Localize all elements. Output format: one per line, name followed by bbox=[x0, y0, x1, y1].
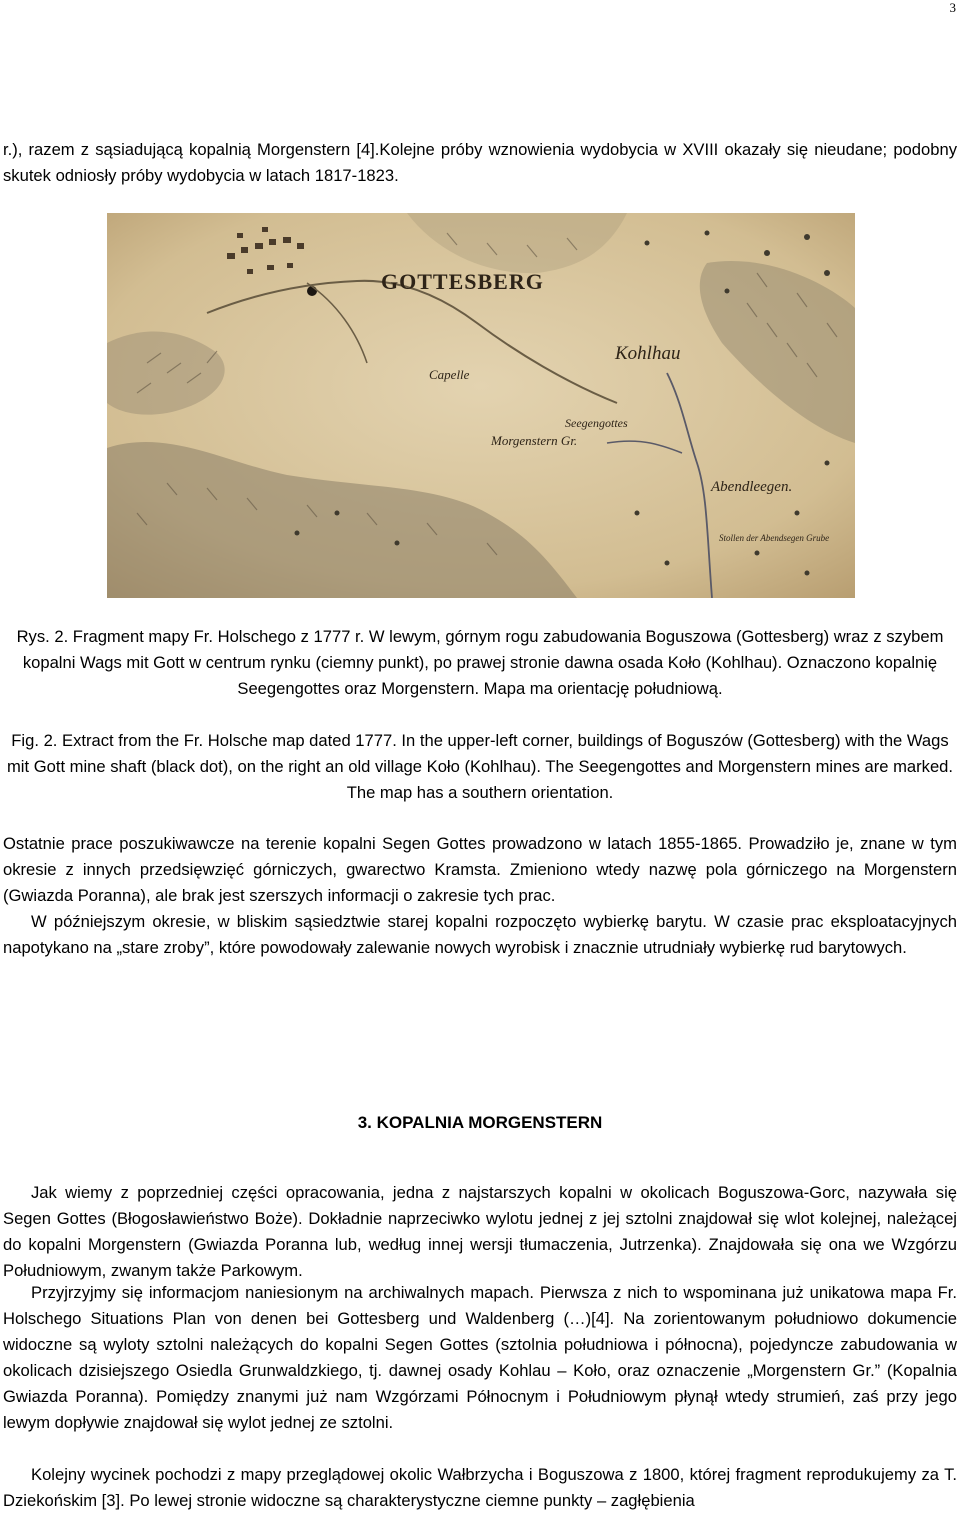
figure-caption-english: Fig. 2. Extract from the Fr. Holsche map dated 1777. In the upper-left corner, buildings of Boguszów (Gottesberg) with the Wags mit Gott mine shaft (black dot), on the right an old village Koło (Kohlhau). The Seegengottes and Morgenstern mines are marked. The map has a southern orientation. bbox=[6, 731, 954, 802]
map-label-abendleegen: Abendleegen. bbox=[711, 479, 793, 495]
paragraph-kramsta: Ostatnie prace poszukiwawcze na terenie kopalni Segen Gottes prowadzono w latach 1855-1865. Prowadziło je, znane w tym okresie z innych przedsięwzięć górniczych, gwarectwo Kramsta. Zmieniono wtedy nazwę pola górniczego na Morgenstern (Gwiazda Poranna), ale brak jest szerszych informacji o zakresie tych prac. bbox=[3, 834, 957, 905]
paragraph-archival-maps: Przyjrzyjmy się informacjom naniesionym na archiwalnych mapach. Pierwsza z nich to wspominana już unikatowa mapa Fr. Holschego Situations Plan von denen bei Gottesberg und Waldenberg (…)[4]. Na zorientowanym południowo dokumencie widoczne są wyloty sztolni należących do kopalni Segen Gottes (sztolnia południowa i północna), pojedyncze zabudowania w okolicach dzisiejszego Osiedla Grunwaldzkiego, tj. dawnej osady Kohlau – Koło, oraz oznaczenie „Morgenstern Gr.” (Kopalnia Gwiazda Poranna). Pomiędzy znanymi już nam Wzgórzami Północnym i Południowym płynął wtedy strumień, zaś przy jego lewym dopływie znajdował się wylot jednej ze sztolni. bbox=[3, 1283, 957, 1432]
intro-paragraph: r.), razem z sąsiadującą kopalnią Morgenstern [4].Kolejne próby wznowienia wydobycia w XVIII okazały się nieudane; podobny skutek odniosły próby wydobycia w latach 1817-1823. bbox=[3, 140, 957, 185]
map-figure bbox=[107, 213, 855, 598]
map-label-capelle: Capelle bbox=[429, 367, 470, 382]
map-label-stollen: Stollen der Abendsegen Grube bbox=[719, 533, 830, 543]
map-shaft-dot bbox=[307, 286, 317, 296]
map-label-morgenstern: Morgenstern Gr. bbox=[491, 433, 578, 448]
page-number: 3 bbox=[949, 0, 956, 15]
paragraph-segen-gottes: Jak wiemy z poprzedniej części opracowania, jedna z najstarszych kopalni w okolicach Boguszowa-Gorc, nazywała się Segen Gottes (Błogosławieństwo Boże). Dokładnie naprzeciwko wylotu jednej z jej sztolni znajdował się wlot kolejnej, należącej do kopalni Morgenstern (Gwiazda Poranna lub, według innej wersji tłumaczenia, Jutrzenka). Znajdowała się ona we Wzgórzu Południowym, zwanym także Parkowym. bbox=[3, 1183, 957, 1280]
map-label-gottesberg: GOTTESBERG bbox=[381, 269, 544, 294]
paragraph-1800-map: Kolejny wycinek pochodzi z mapy przeglądowej okolic Wałbrzycha i Boguszowa z 1800, której fragment reprodukujemy za T. Dziekońskim [3]. Po lewej stronie widoczne są charakterystyczne ciemne punkty – zagłębienia bbox=[3, 1465, 957, 1510]
paragraph-baryt: W późniejszym okresie, w bliskim sąsiedztwie starej kopalni rozpoczęto wybierkę barytu. W czasie prac eksploatacyjnych napotykano na „stare zroby”, które powodowały zalewanie nowych wyrobisk i znacznie utrudniały wybierkę rud barytowych. bbox=[3, 912, 957, 957]
section-heading: 3. KOPALNIA MORGENSTERN bbox=[357, 1113, 603, 1132]
map-label-seegengottes: Seegengottes bbox=[565, 416, 628, 430]
figure-caption-polish: Rys. 2. Fragment mapy Fr. Holschego z 1777 r. W lewym, górnym rogu zabudowania Boguszowa (Gottesberg) wraz z szybem kopalni Wags mit Gott w centrum rynku (ciemny punkt), po prawej stronie dawna osada Koło (Kohlhau). Oznaczono kopalnię Seegengottes oraz Morgenstern. Mapa ma orientację południową. bbox=[16, 627, 944, 698]
map-label-kohlhau: Kohlhau bbox=[615, 343, 681, 364]
